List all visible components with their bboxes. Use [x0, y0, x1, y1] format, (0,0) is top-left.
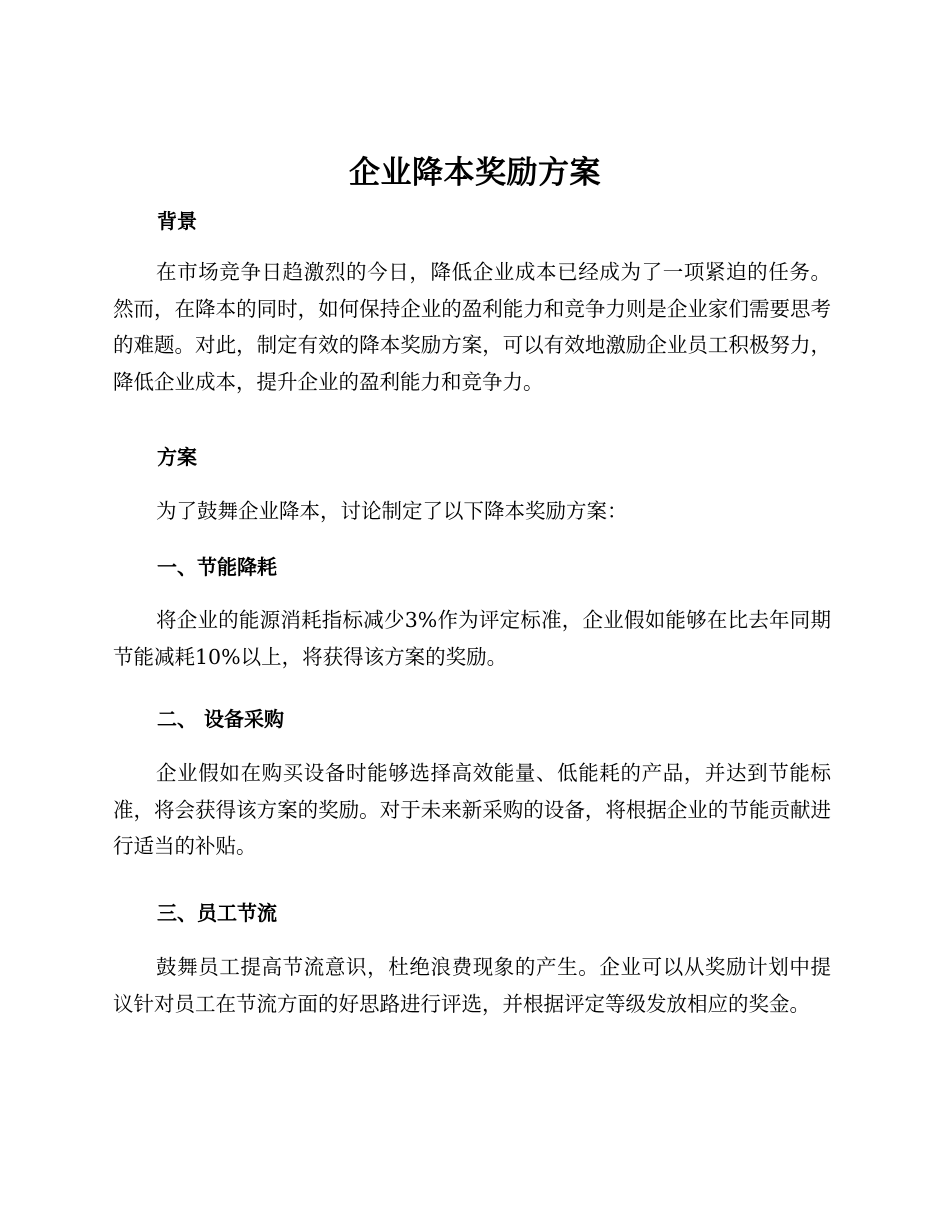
section-paragraph-energy-saving: 将企业的能源消耗指标减少3%作为评定标准，企业假如能够在比去年同期节能减耗10%以上，将获得该方案的奖励。: [113, 608, 831, 669]
section-paragraph-staff-saving: 鼓舞员工提高节流意识，杜绝浪费现象的产生。企业可以从奖励计划中提议针对员工在节流方面的好思路进行评选，并根据评定等级发放相应的奖金。: [113, 955, 831, 1016]
section-paragraph-background: 在市场竞争日趋激烈的今日，降低企业成本已经成为了一项紧迫的任务。然而，在降本的同时，如何保持企业的盈利能力和竞争力则是企业家们需要思考的难题。对此，制定有效的降本奖励方案，可以有效地激励企业员工积极努力，降低企业成本，提升企业的盈利能力和竞争力。: [113, 260, 831, 394]
section-heading-staff-saving: 三、员工节流: [157, 901, 277, 925]
document-title: 企业降本奖励方案: [349, 155, 601, 191]
section-heading-equipment-purchase: 二、 设备采购: [157, 707, 284, 731]
section-heading-energy-saving: 一、节能降耗: [157, 555, 277, 579]
section-paragraph-plan: 为了鼓舞企业降本，讨论制定了以下降本奖励方案：: [156, 499, 628, 523]
section-heading-background: 背景: [157, 209, 197, 233]
section-paragraph-equipment-purchase: 企业假如在购买设备时能够选择高效能量、低能耗的产品，并达到节能标准，将会获得该方案的奖励。对于未来新采购的设备，将根据企业的节能贡献进行适当的补贴。: [113, 761, 831, 858]
section-heading-plan: 方案: [157, 445, 197, 469]
